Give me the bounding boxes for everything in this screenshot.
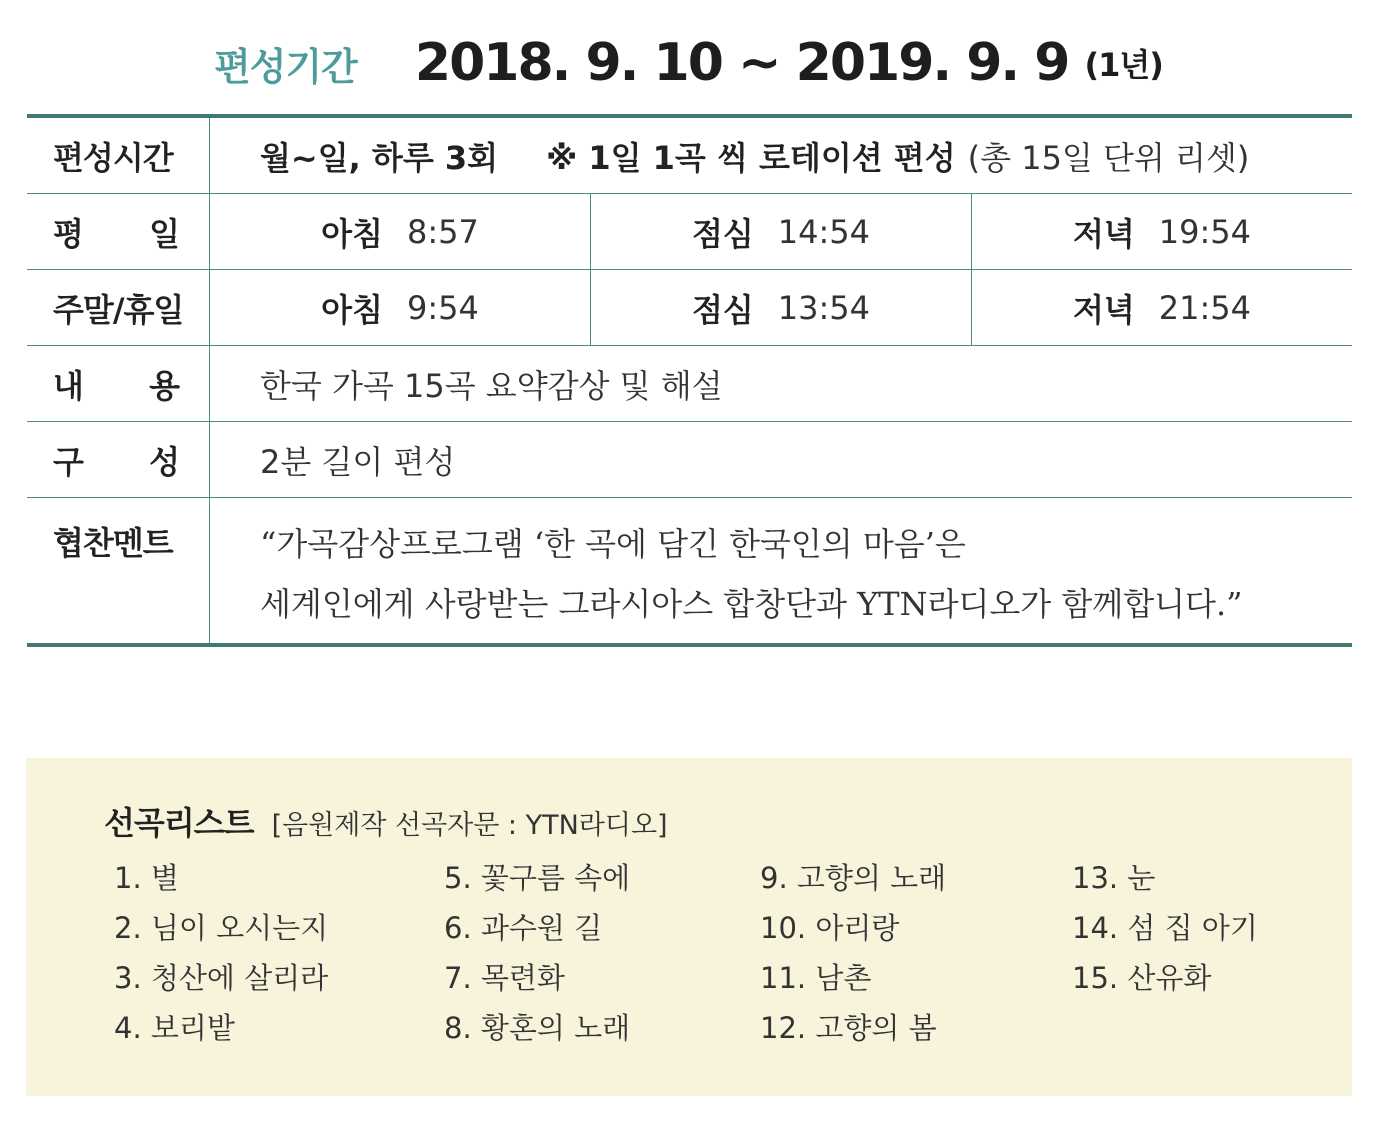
air-time: 9:54 [406, 288, 479, 327]
weekday-morning-cell [210, 194, 591, 269]
meal-label: 아침 [321, 214, 383, 253]
list-item: 10. 아리랑 [760, 911, 900, 945]
structure-value: 2분 길이 편성 [260, 442, 456, 481]
period-value: 2018. 9. 10 ~ 2019. 9. 9 [414, 33, 1069, 93]
meal-label: 점심 [691, 290, 754, 329]
meal-label: 점심 [691, 214, 754, 253]
broadcast-frequency: 월~일, 하루 3회 [260, 138, 499, 177]
weekday-label-part1: 평 [53, 214, 83, 253]
playlist-title: 선곡리스트 [104, 804, 254, 842]
list-item: 8. 황혼의 노래 [444, 1011, 631, 1045]
playlist-column-2 [444, 856, 630, 1056]
list-item: 15. 산유화 [1072, 961, 1212, 995]
broadcast-time-value [210, 118, 1352, 193]
weekday-label [27, 194, 210, 269]
rotation-note: ※ 1일 1곡 씩 로테이션 편성 [546, 138, 956, 177]
content-label-part2: 용 [149, 366, 179, 405]
sponsor-ment [210, 498, 1352, 643]
weekday-label-part2: 일 [149, 214, 179, 253]
air-time: 13:54 [777, 288, 871, 327]
content-value: 한국 가곡 15곡 요약감상 및 해설 [260, 366, 723, 405]
weekday-lunch-cell [591, 194, 972, 269]
list-item: 11. 남촌 [760, 961, 872, 995]
list-item: 3. 청산에 살리라 [114, 961, 329, 995]
weekday-row [27, 194, 1352, 270]
structure-label-part2: 성 [149, 442, 179, 481]
meal-label: 저녁 [1072, 290, 1135, 329]
period-note: (1년) [1084, 46, 1163, 84]
list-item: 7. 목련화 [444, 961, 565, 995]
playlist-subtitle: [음원제작 선곡자문 : YTN라디오] [271, 810, 668, 841]
playlist-column-4 [1072, 856, 1258, 1006]
meal-label: 아침 [321, 290, 383, 329]
air-time: 21:54 [1158, 288, 1252, 327]
structure-row [27, 422, 1352, 498]
sponsor-label: 협찬멘트 [27, 498, 210, 643]
content-row [27, 346, 1352, 422]
playlist-column-1 [114, 856, 328, 1056]
period-label: 편성기간 [214, 44, 357, 89]
playlist-panel [26, 758, 1352, 1096]
meal-label: 저녁 [1072, 214, 1135, 253]
weekend-lunch-cell [591, 270, 972, 345]
playlist-column-3 [760, 856, 946, 1056]
list-item: 5. 꽃구름 속에 [444, 861, 631, 895]
sponsor-ment-line1: “가곡감상프로그램 ‘한 곡에 담긴 한국인의 마음’은 [260, 525, 966, 563]
list-item: 9. 고향의 노래 [760, 861, 947, 895]
air-time: 19:54 [1158, 212, 1252, 251]
air-time: 14:54 [777, 212, 871, 251]
structure-label-part1: 구 [53, 442, 83, 481]
schedule-table [27, 114, 1352, 647]
list-item: 14. 섬 집 아기 [1072, 911, 1258, 945]
content-label-part1: 내 [53, 366, 83, 405]
weekend-label: 주말/휴일 [27, 270, 210, 345]
playlist-heading [104, 798, 668, 844]
list-item: 6. 과수원 길 [444, 911, 603, 945]
broadcast-time-row [27, 118, 1352, 194]
air-time: 8:57 [406, 212, 479, 251]
list-item: 4. 보리밭 [114, 1011, 235, 1045]
list-item: 12. 고향의 봄 [760, 1011, 937, 1045]
reset-note: (총 15일 단위 리셋) [967, 138, 1250, 177]
period-header [0, 28, 1377, 98]
weekend-morning-cell [210, 270, 591, 345]
weekend-row [27, 270, 1352, 346]
broadcast-time-label: 편성시간 [27, 118, 210, 193]
sponsor-row [27, 498, 1352, 643]
weekday-evening-cell [972, 194, 1352, 269]
sponsor-ment-line2: 세계인에게 사랑받는 그라시아스 합창단과 YTN라디오가 함께합니다.” [260, 585, 1243, 623]
list-item: 2. 님이 오시는지 [114, 911, 329, 945]
list-item: 13. 눈 [1072, 861, 1156, 895]
weekend-evening-cell [972, 270, 1352, 345]
list-item: 1. 별 [114, 861, 179, 895]
structure-label [27, 422, 210, 497]
content-label [27, 346, 210, 421]
